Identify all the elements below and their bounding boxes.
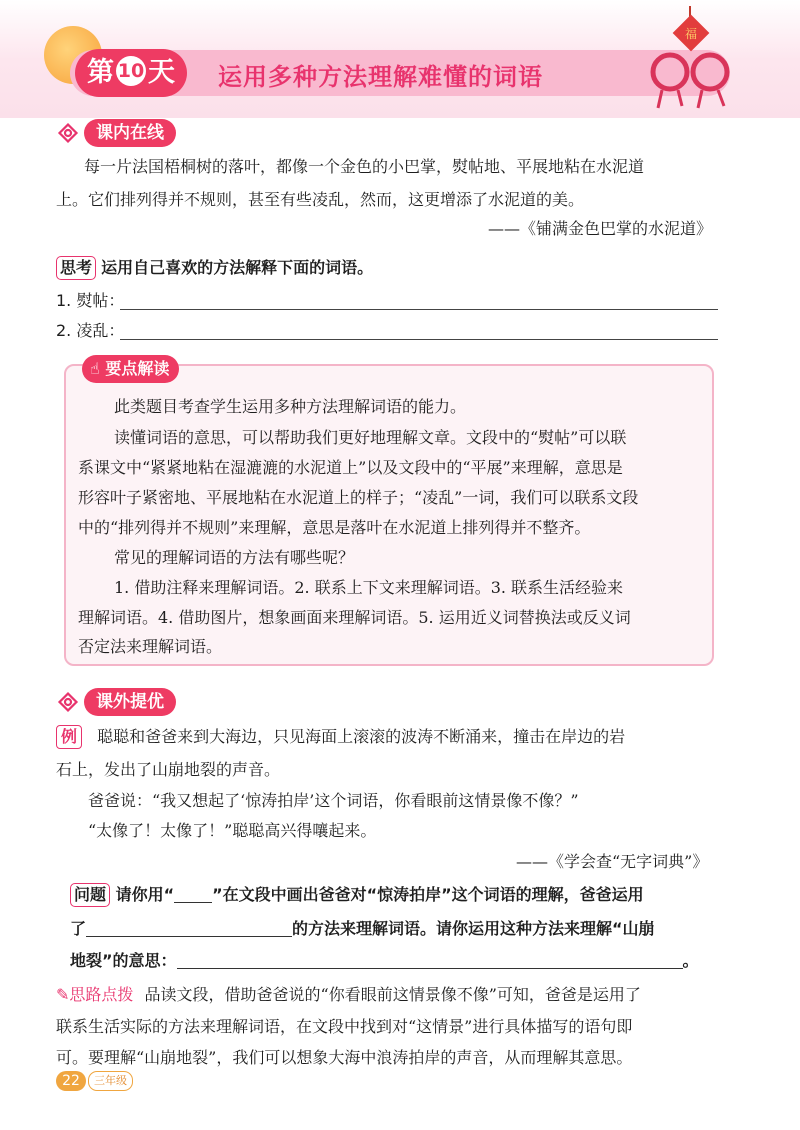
- keypoints-line-6-text: 常见的理解词语的方法有哪些呢？: [114, 548, 355, 567]
- example-line-4: [88, 816, 376, 846]
- example-tag: 例: [56, 725, 82, 749]
- question-line-1: [70, 880, 644, 910]
- hint-label-text: 思路点拨: [69, 985, 134, 1004]
- page-number: 22: [56, 1071, 86, 1091]
- example-line-3: [88, 786, 579, 816]
- keypoints-line-4-text: 形容叶子紧密地、平展地粘在水泥道上的样子；“凌乱”一词，我们可以联系文段: [78, 488, 639, 507]
- question-line-3: [70, 946, 699, 976]
- think-item-2-label: 2. 凌乱：: [56, 321, 125, 340]
- question-line-3b: 。: [682, 951, 699, 970]
- question-line-1b: ”在文段中画出爸爸对“惊涛拍岸”这个词语的理解，爸爸运用: [212, 885, 644, 904]
- day-badge: [75, 49, 187, 97]
- think-item-1: [56, 286, 124, 316]
- hint-line-3: [56, 1043, 632, 1073]
- keypoints-line-9: [78, 632, 222, 662]
- passage-line-1-text: 每一片法国梧桐树的落叶，都像一个金色的小巴掌，熨帖地、平展地粘在水泥道: [84, 157, 645, 176]
- day-number: 10: [116, 56, 146, 86]
- keypoints-label: ☝ 要点解读: [82, 355, 179, 383]
- hint-line-2: [56, 1012, 632, 1042]
- think-prompt-text: 运用自己喜欢的方法解释下面的词语。: [101, 258, 374, 277]
- section-label-extra: [56, 687, 176, 717]
- example-line-2-text: 石上，发出了山崩地裂的声音。: [56, 760, 281, 779]
- question-line-2: [70, 914, 655, 944]
- question-tag: 问题: [70, 883, 110, 907]
- page-title: 运用多种方法理解难懂的词语: [218, 63, 543, 91]
- keypoints-line-3-text: 系课文中“紧紧地粘在湿漉漉的水泥道上”以及文段中的“平展”来理解，意思是: [78, 458, 623, 477]
- passage-line-1: [84, 152, 644, 182]
- day-suffix: 天: [148, 57, 175, 88]
- chinese-knot-icon: [56, 121, 80, 145]
- passage-line-2: [56, 185, 584, 215]
- think-prompt: [56, 253, 373, 283]
- day-prefix: 第: [87, 57, 114, 88]
- question-blank-method[interactable]: [86, 918, 292, 937]
- hint-line-1: [56, 980, 641, 1010]
- example-line-1: [56, 722, 625, 752]
- question-line-3a: 地裂”的意思：: [70, 951, 177, 970]
- passage-source-text: ——《铺满金色巴掌的水泥道》: [488, 219, 713, 238]
- keypoints-line-1-text: 此类题目考查学生运用多种方法理解词语的能力。: [114, 397, 467, 416]
- hint-line-3-text: 可。要理解“山崩地裂”，我们可以想象大海中浪涛拍岸的声音，从而理解其意思。: [56, 1048, 633, 1067]
- example-line-3-text: 爸爸说：“我又想起了‘惊涛拍岸’这个词语，你看眼前这情景像不像？”: [88, 791, 579, 810]
- example-line-2: [56, 755, 280, 785]
- keypoints-label-text: 要点解读: [105, 359, 170, 378]
- section-label-text: 课内在线: [84, 119, 176, 147]
- keypoints-line-5-text: 中的“排列得并不规则”来理解，意思是落叶在水泥道上排列得并不整齐。: [78, 518, 591, 537]
- hint-line-2-text: 联系生活实际的方法来理解词语，在文段中找到对“这情景”进行具体描写的语句即: [56, 1017, 633, 1036]
- keypoints-line-2: [114, 423, 626, 453]
- example-line-4-text: “太像了！太像了！”聪聪高兴得嚷起来。: [88, 821, 377, 840]
- question-line-2a: 了: [70, 919, 87, 938]
- keypoints-line-1: [114, 392, 466, 422]
- section2-label-text: 课外提优: [84, 688, 176, 716]
- keypoints-line-8-text: 理解词语。4. 借助图片，想象画面来理解词语。5. 运用近义词替换法或反义词: [78, 608, 631, 627]
- keypoints-line-8: [78, 603, 631, 633]
- passage-source: [488, 214, 712, 244]
- keypoints-line-5: [78, 513, 590, 543]
- passage-line-2-text: 上。它们排列得并不规则，甚至有些凌乱，然而，这更增添了水泥道的美。: [56, 190, 585, 209]
- chinese-knot-icon: [56, 690, 80, 714]
- grade-label: 三年级: [88, 1071, 133, 1091]
- example-source: [516, 847, 708, 877]
- keypoints-line-6: [114, 543, 354, 573]
- example-source-text: ——《学会查“无字词典”》: [516, 852, 709, 871]
- keypoints-line-2-text: 读懂词语的意思，可以帮助我们更好地理解文章。文段中的“熨帖”可以联: [114, 428, 627, 447]
- keypoints-line-7: [114, 573, 623, 603]
- example-line-1-text: 聪聪和爸爸来到大海边，只见海面上滚滚的波涛不断涌来，撞击在岸边的岩: [97, 727, 626, 746]
- question-line-1a: 请你用“: [115, 885, 175, 904]
- keypoints-line-7-text: 1. 借助注释来理解词语。2. 联系上下文来理解词语。3. 联系生活经验来: [114, 578, 624, 597]
- answer-line-2[interactable]: [120, 339, 718, 340]
- think-tag: 思考: [56, 256, 96, 280]
- lantern-fu-decoration: [640, 6, 750, 110]
- fu-char: 福: [684, 27, 698, 41]
- question-line-2b: 的方法来理解词语。请你运用这种方法来理解“山崩: [292, 919, 655, 938]
- think-item-1-label: 1. 熨帖：: [56, 291, 125, 310]
- hint-label: ✎思路点拨: [56, 985, 134, 1004]
- section-label-in-class: [56, 118, 176, 148]
- answer-line-1[interactable]: [120, 309, 718, 310]
- keypoints-line-9-text: 否定法来理解词语。: [78, 637, 223, 656]
- keypoints-line-4: [78, 483, 638, 513]
- question-blank-symbol[interactable]: [174, 884, 212, 903]
- think-item-2: [56, 316, 124, 346]
- keypoints-line-3: [78, 453, 623, 483]
- hint-line-1-text: 品读文段，借助爸爸说的“你看眼前这情景像不像”可知，爸爸是运用了: [144, 985, 641, 1004]
- question-blank-meaning[interactable]: [177, 950, 683, 969]
